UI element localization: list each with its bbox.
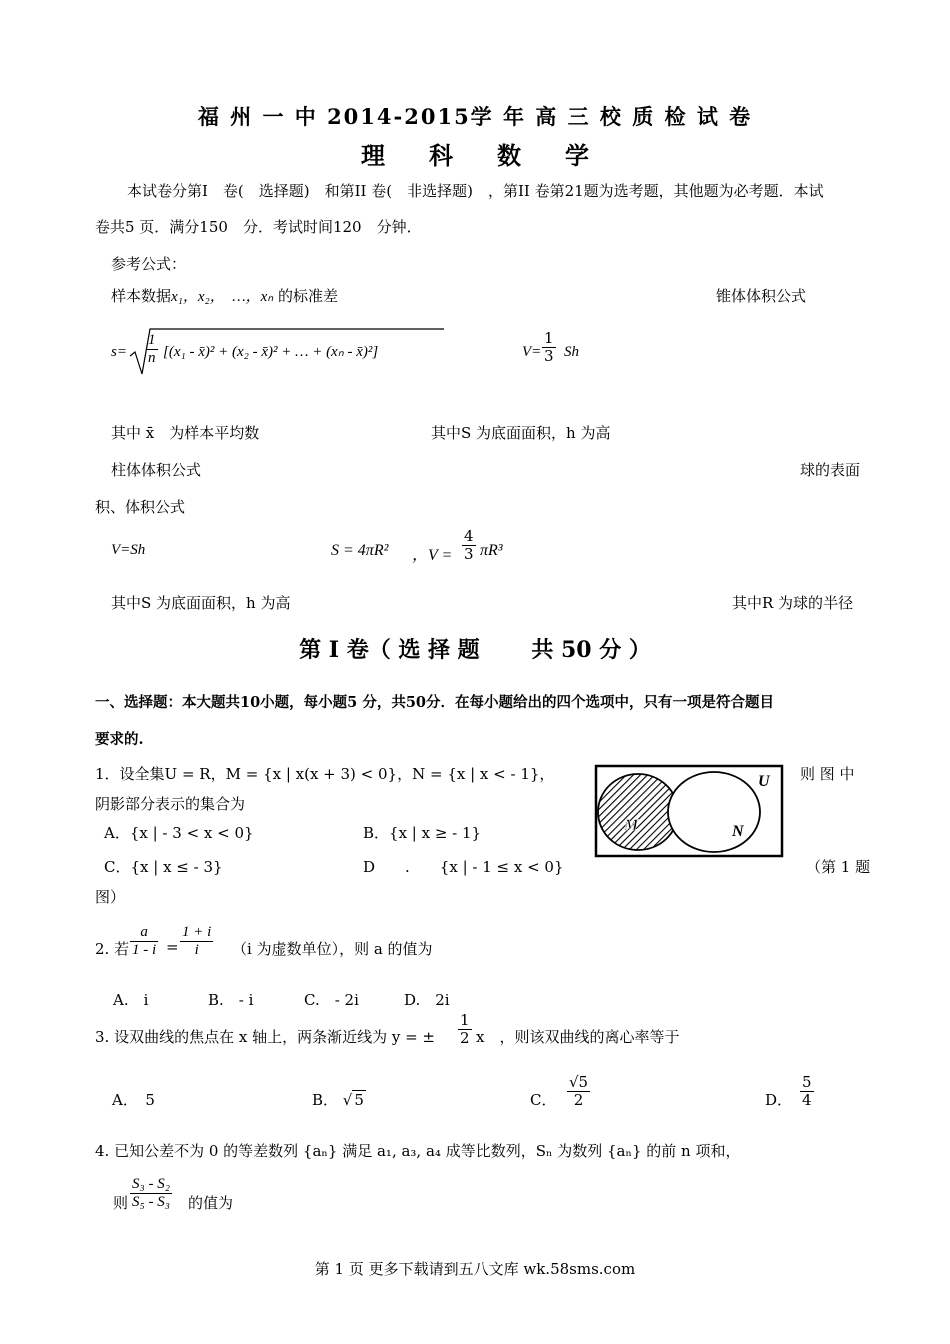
v-cone-rhs: Sh: [564, 344, 579, 360]
q3-option-c: [567, 1074, 590, 1110]
sphere-note: 其中R 为球的半径: [732, 594, 854, 612]
q2-frac-2: [180, 924, 213, 960]
q2-option-d: D. 2i: [404, 991, 450, 1009]
q3-b-root: 5: [354, 1091, 364, 1109]
subject-char: 数: [497, 141, 521, 170]
q1-stem-tail: 则 图 中: [800, 765, 855, 783]
q3-b-prefix: B．: [312, 1091, 339, 1109]
q3-stem-tail: x ，则该双曲线的离心率等于: [476, 1028, 680, 1046]
q1-caption-b: 图）: [95, 888, 126, 906]
q3-d-num: 5: [802, 1073, 812, 1091]
q4-ze: 则: [113, 1194, 129, 1212]
q2-frac1-den: 1 - i: [132, 942, 157, 959]
sample-std-label: [111, 285, 338, 306]
cylinder-note: 其中S 为底面面积，h 为高: [111, 594, 291, 612]
q3-c-den: 2: [573, 1091, 584, 1110]
q2-frac2-den: i: [194, 942, 199, 959]
v-cone-lhs: V=: [522, 344, 542, 360]
subject-char: 理: [361, 141, 385, 170]
q3-option-d: [800, 1074, 814, 1110]
venn-label-u: U: [758, 773, 770, 790]
sphere-surface: S = 4πR²: [331, 542, 389, 559]
sphere-v-lhs: ，V =: [412, 547, 453, 564]
sphere-v-rhs: πR³: [480, 542, 503, 559]
q3-option-b: B． √ 5: [312, 1091, 364, 1109]
variance-sum: [(x₁ - x̄)² + (x₂ - x̄)² + … + (xₙ - x̄)²]: [163, 344, 379, 360]
q4-num: S₃ - S₂: [130, 1176, 172, 1194]
sample-suffix: 的标准差: [278, 287, 339, 305]
q3-option-d-prefix: D．: [765, 1091, 793, 1109]
q1-caption-a: （第 1 题: [806, 858, 871, 876]
q4-fraction: [130, 1176, 172, 1212]
formula-heading: 参考公式：: [111, 255, 187, 273]
q2-eq: =: [166, 938, 179, 956]
section-title: 第 Ⅰ 卷（ 选 择 题 共 50 分 ）: [299, 637, 651, 663]
q3-option-a: A． 5: [112, 1091, 155, 1109]
q1-option-d: D . {x | - 1 ≤ x < 0}: [363, 858, 564, 876]
exam-title: 福 州 一 中 2014-2015学 年 高 三 校 质 检 试 卷: [197, 104, 753, 129]
subject-char: 学: [565, 141, 589, 170]
sphere-label-a: 球的表面: [800, 461, 861, 479]
venn-label-m: M: [624, 817, 639, 834]
venn-diagram: [594, 764, 786, 860]
exam-subject: [0, 136, 950, 171]
q3-d-den: 4: [802, 1091, 812, 1110]
xbar-note: 其中 x̄ 为样本平均数: [111, 424, 260, 442]
q2-frac2-num: 1 + i: [180, 924, 213, 942]
subject-char: 科: [429, 141, 453, 170]
q2-option-b: B. - i: [208, 991, 254, 1009]
venn-label-n: N: [732, 823, 744, 840]
q1-option-b: B．{x | x ≥ - 1}: [363, 824, 482, 842]
q4-tail: 的值为: [188, 1194, 234, 1212]
intro-line-2: 卷共5 页．满分150 分．考试时间120 分钟．: [95, 218, 422, 236]
sample-label: 样本数据: [111, 287, 172, 305]
q2-frac-1: [130, 924, 158, 960]
cone-note: 其中S 为底面面积，h 为高: [431, 424, 611, 442]
q3-frac-num: 1: [460, 1011, 470, 1029]
sample-vars: x₁，x₂， …，xₙ: [171, 289, 274, 305]
q1-stem-2: 阴影部分表示的集合为: [95, 795, 246, 813]
venn-set-n: [668, 772, 760, 852]
four-thirds: $\frac{4}{3}$: [464, 527, 474, 564]
section-instructions-1: 一、选择题：本大题共10小题，每小题5 分，共50分．在每小题给出的四个选项中，只有一项是符合题目: [95, 694, 774, 711]
q1-option-a: A．{x | - 3 < x < 0}: [104, 824, 254, 842]
intro-line-1: 本试卷分第I 卷( 选择题) 和第II 卷( 非选择题) ，第II 卷第21题为选考题，其他题为必考题．本试: [127, 182, 824, 200]
cone-volume-label: 锥体体积公式: [716, 287, 807, 305]
one-third: $\frac{1}{3}$: [544, 329, 554, 366]
q4-stem: 4. 已知公差不为 0 的等差数列 {aₙ} 满足 a₁, a₃, a₄ 成等比数列，Sₙ 为数列 {aₙ} 的前 n 项和，: [95, 1142, 741, 1160]
q2-frac1-num: a: [130, 924, 158, 942]
section-instructions-2: 要求的.: [95, 731, 144, 748]
page-footer: 第 1 页 更多下载请到五八文库 wk.58sms.com: [314, 1260, 636, 1278]
venn-set-m: [598, 774, 678, 850]
s-lhs: s=: [111, 344, 127, 360]
q3-half: [458, 1012, 472, 1048]
q2-option-c: C. - 2i: [304, 991, 359, 1009]
q4-den: S₅ - S₃: [132, 1194, 170, 1211]
q3-frac-den: 2: [460, 1029, 470, 1048]
q3-option-c-prefix: C．: [530, 1091, 557, 1109]
one-over-n: $\frac{1}{n}$: [148, 332, 156, 367]
cylinder-label: 柱体体积公式: [111, 461, 202, 479]
q1-option-c: C．{x | x ≤ - 3}: [104, 858, 223, 876]
q2-suffix: （i 为虚数单位），则 a 的值为: [232, 940, 433, 958]
sphere-label-b: 积、体积公式: [95, 498, 186, 516]
q3-stem: 3. 设双曲线的焦点在 x 轴上，两条渐近线为 y = ±: [95, 1028, 435, 1046]
q2-prefix: 2. 若: [95, 940, 130, 958]
q1-stem: 1．设全集U = R，M = {x | x(x + 3) < 0}，N = {x | x < - 1}，: [95, 765, 555, 783]
q2-option-a: A. i: [113, 991, 149, 1009]
q3-c-num: √5: [569, 1073, 589, 1091]
v-cylinder: V=Sh: [111, 542, 146, 558]
